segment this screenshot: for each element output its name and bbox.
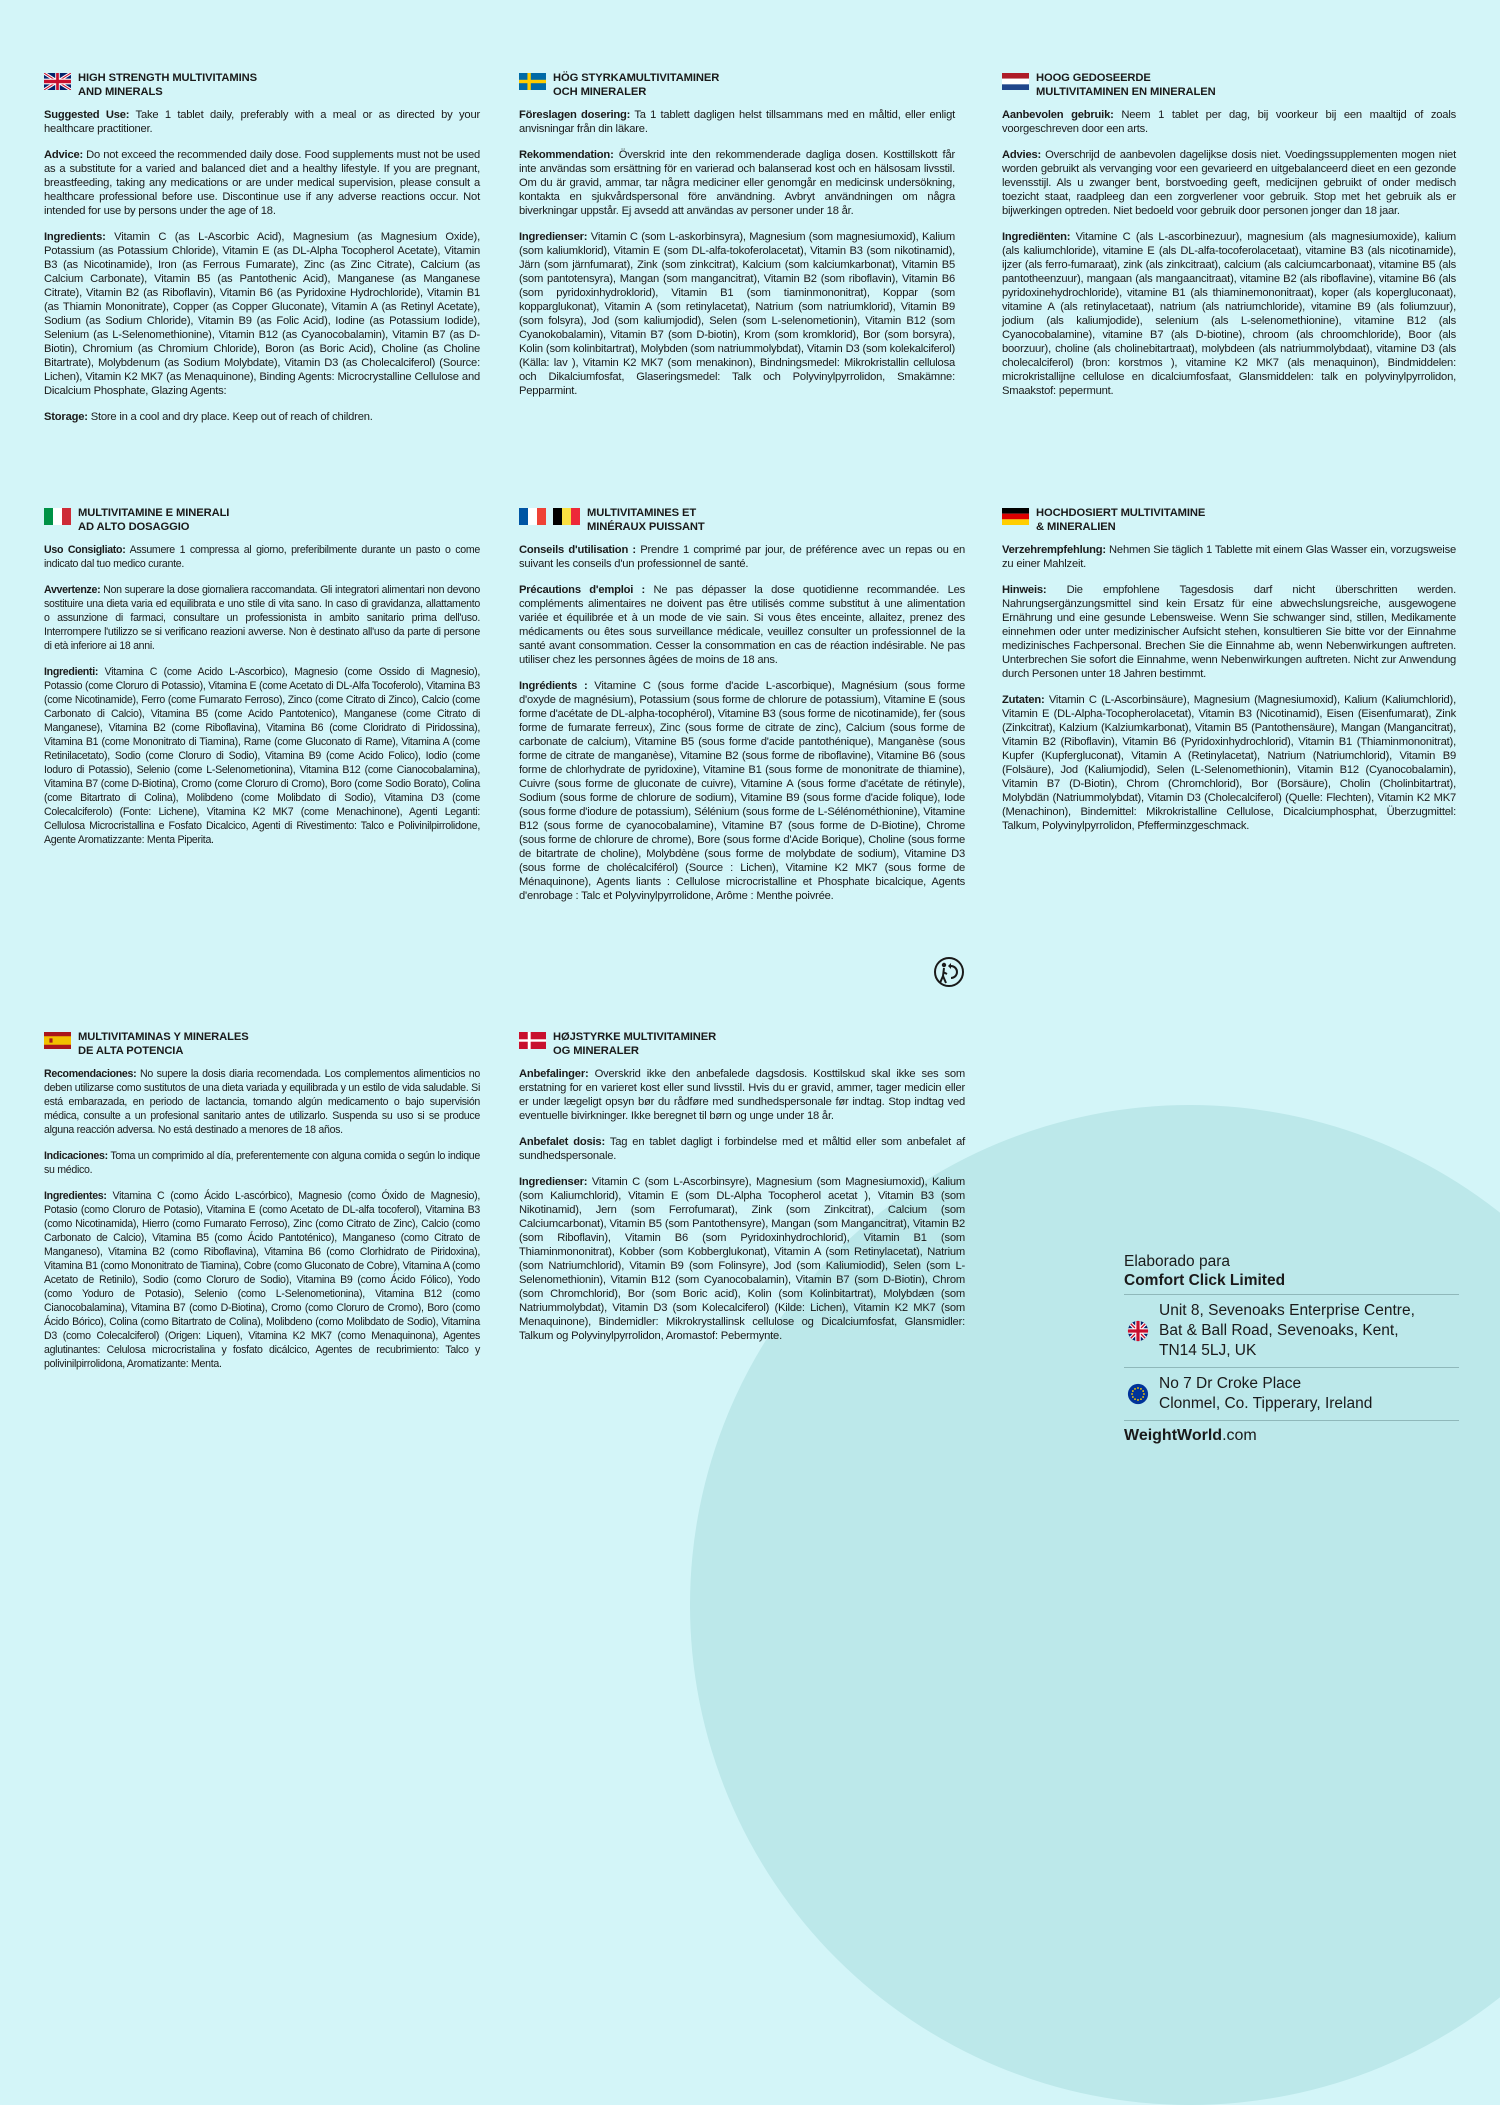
sweden-flag-icon [519, 73, 546, 90]
suggested-use: Verzehrempfehlung: Nehmen Sie täglich 1 Tablette mit einem Glas Wasser ein, vorzugsweise zu einer Mahlzeit. [1002, 544, 1456, 570]
uk-address-row [1124, 1294, 1459, 1367]
ingredients: Ingrediënten: Vitamine C (als L-ascorbinezuur), magnesium (als magnesiumoxide), kalium (als kaliumchloride), vitamine E (als DL-alfa-tocoferolacetaat), vitamine B3 (als nicotinamide), ijzer (als ferro-fumaraat), zink (als zinkcitraat), calcium (als calciumcarbonaat), vitamine B5 (als pantotheenzuur), mangaan (als mangaancitraat), vitamine B2 (als riboflavine), vitamine B6 (als pyridoxinehydrochloride), vitamine B1 (als thiaminemononitraat), koper (als kopergluconaat), vitamine A (als retinylacetaat), natrium (als natriumchloride), vitamine B9 (als foliumzuur), jodium (als kaliumjodide), selenium (als L-selenomethionine), vitamine B12 (als Cyanocobalamine), vitamine B7 (als D-biotine), chroom (als chroomchloride), Boor (als boorzuur), choline (als cholinebitartraat), molybdeen (als natriummolybdaat), vitamine D3 (als cholecalciferol) (bron: korstmos ), vitamine K2 MK7 (als menaquinon), Bindmiddelen: microkristallijne cellulose en dicalciumfosfaat, Glansmiddelen: talk en polyvinylpyrrolidon, Smaakstof: pepermunt. [1002, 231, 1456, 397]
manufacturer-contact [1124, 1252, 1459, 1445]
section-title: HOOG GEDOSEERDE MULTIVITAMINEN EN MINERALEN [1036, 72, 1216, 98]
ie-address-row [1124, 1367, 1459, 1420]
germany-flag-icon [1002, 508, 1029, 525]
ingredients: Ingredienser: Vitamin C (som L-Ascorbinsyre), Magnesium (som Magnesiumoxid), Kalium (som Kaliumchlorid), Vitamin E (som DL-Alpha Tocopherol acetat ), Vitamin B3 (som Nikotinamid), Jern (som Ferrofumarat), Zink (som Zinkcitrat), Calcium (som Calciumcarbonat), Vitamin B5 (som Pantothensyre), Mangan (som Mangancitrat), Vitamin B2 (som Riboflavin), Vitamin B6 (som Pyridoxinhydrochlorid), Vitamin B1 (som Thiaminmononitrat), Kobber (som Kobberglukonat), Vitamin A (som Retinylacetat), Natrium (som Natriumchlorid), Vitamin B9 (som Folinsyre), Jod (som Kaliumiodid), Selen (som L-Selenomethionin), Vitamin B12 (som Cyanocobalamin), Vitamin B7 (som D-Biotin), Chrom (som Chromchlorid), Bor (som Boric acid), Kolin (som Kolinbitartrat), Molybdæn (som Natriummolybdat), Vitamin D3 (som Kolecalciferol) (Kilde: Lichen), Vitamin K2 MK7 (som Menaquinone), Bindemidler: Mikrokrystallinsk cellulose og Dicalciumfosfat, Glansmidler: Talkum og Polyvinylpyrrolidon, Aromastof: Pebermynte. [519, 1176, 965, 1342]
italy-flag-icon [44, 508, 71, 525]
section-title: HØJSTYRKE MULTIVITAMINER OG MINERALER [553, 1031, 717, 1057]
suggested-use: Aanbevolen gebruik: Neem 1 tablet per dag, bij voorkeur bij een maaltijd of zoals voorgeschreven door een arts. [1002, 109, 1456, 135]
france-flag-icon [519, 508, 546, 525]
advice: Avvertenze: Non superare la dose giornaliera raccomandata. Gli integratori alimentari non devono sostituire una dieta varia ed equilibrata e uno stile di vita sano. In caso di gravidanza, allattamento o assunzione di farmaci, consultare un professionista in ambito sanitario prima dell'uso. Interrompere l'utilizzo se si verificano reazioni avverse. Non è destinato all'uso da parte di persone di età inferiore ai 18 anni. [44, 584, 480, 652]
belgium-flag-icon [553, 508, 580, 525]
section-title: MULTIVITAMINES ET MINÉRAUX PUISSANT [587, 507, 705, 533]
advice: Hinweis: Die empfohlene Tagesdosis darf nicht überschritten werden. Nahrungsergänzungsmittel sind kein Ersatz für eine abwechslungsreiche, ausgewogene Ernährung und eine gesunde Lebensweise. Wenn Sie schwanger sind, stillen, Medikamente einnehmen oder unter medizinischer Aufsicht stehen, konsultieren Sie bitte vor der Einnahme medizinisches Fachpersonal. Brechen Sie die Einnahme ab, wenn Nebenwirkungen auftreten. Unterbrechen Sie sofort die Einnahme, wenn Nebenwirkungen auftreten. Nicht zur Anwendung durch Personen unter 18 Jahren bestimmt. [1002, 584, 1456, 680]
section-title: MULTIVITAMINAS Y MINERALES DE ALTA POTENCIA [78, 1031, 249, 1057]
ingredients: Ingrédients : Vitamine C (sous forme d'acide L-ascorbique), Magnésium (sous forme d'oxyde de magnésium), Potassium (sous forme de chlorure de potassium), Vitamine E (sous forme d'acétate de DL-alpha-tocophérol), Vitamine B3 (sous forme de nicotinamide), fer (sous forme de fumarate ferreux), Zinc (sous forme de citrate de zinc), Calcium (sous forme de carbonate de calcium), Vitamine B5 (sous forme d'acide pantothénique), Manganèse (sous forme de citrate de manganèse), Vitamine B2 (sous forme de riboflavine), Vitamine B6 (sous forme de chlorhydrate de pyridoxine), Vitamine B1 (sous forme de mononitrate de thiamine), Cuivre (sous forme de gluconate de cuivre), Vitamine A (sous forme d'acétate de rétinyle), Sodium (sous forme de chlorure de sodium), Vitamine B9 (sous forme d'acide folique), Iode (sous forme d'iodure de potassium), Sélénium (sous forme de L-Sélénométhionine), Vitamine B12 (sous forme de cyanocobalamine), Vitamine B7 (sous forme de D-Biotine), Chrome (sous forme de chlorure de chrome), Bore (sous forme d'Acide Borique), Choline (sous forme de bitartrate de choline), Molybdène (sous forme de molybdate de sodium), Vitamine D3 (sous forme de cholécalciférol) (Source : Lichen), Vitamine K2 MK7 (sous forme de Ménaquinone), Agents liants : Cellulose microcristalline et Phosphate bicalcique, Agents d'enrobage : Talc et Polyvinylpyrrolidone, Arôme : Menthe poivrée. [519, 680, 965, 902]
eu-flag-round-icon [1127, 1383, 1149, 1405]
ingredients: Ingredienser: Vitamin C (som L-askorbinsyra), Magnesium (som magnesiumoxid), Kalium (som kaliumklorid), Vitamin E (som DL-alfa-tokoferolacetat), Vitamin B3 (som nikotinamid), Järn (som järnfumarat), Zink (som zinkcitrat), Kalcium (som kalciumkarbonat), Vitamin B5 (som pantotensyra), Mangan (som mangancitrat), Vitamin B2 (som riboflavin), Vitamin B6 (som pyridoxinhydroklorid), Vitamin B1 (som tiaminmononitrat), Koppar (som kopparglukonat), Vitamin A (som retinylacetat), Natrium (som natriumklorid), Vitamin B9 (som folsyra), Jod (som kaliumjodid), Selen (som L-selenometionin), Vitamin B12 (som Cyanokobalamin), Vitamin B7 (som D-biotin), Krom (som kromklorid), Bor (som borsyra), Kolin (som kolinbitartrat), Molybden (som natriummolybdat), Vitamin D3 (som kolekalciferol) (Källa: lav ), Vitamin K2 MK7 (som menakinon), Bindningsmedel: Mikrokristallin cellulosa och Dikalciumfosfat, Glaseringsmedel: Talk och Polyvinylpyrrolidon, Smakämne: Pepparmint. [519, 231, 955, 397]
suggested-use: Föreslagen dosering: Ta 1 tablett dagligen helst tillsammans med en måltid, eller enligt anvisningar från din läkare. [519, 109, 955, 135]
suggested-use: Suggested Use: Take 1 tablet daily, preferably with a meal or as directed by your healthcare practitioner. [44, 109, 480, 135]
section-italian [44, 507, 480, 859]
website: WeightWorld.com [1124, 1420, 1459, 1445]
advice: Advice: Do not exceed the recommended daily dose. Food supplements must not be used as a substitute for a varied and balanced diet and a healthy lifestyle. If you are pregnant, breastfeeding, taking any medications or are under medical supervision, please consult a healthcare professional before use. Discontinue use if any adverse reactions occur. Not intended for use by persons under the age of 18. [44, 149, 480, 217]
section-danish [519, 1031, 965, 1355]
uk-address: Unit 8, Sevenoaks Enterprise Centre, Bat & Ball Road, Sevenoaks, Kent, TN14 5LJ, UK [1159, 1302, 1415, 1359]
ingredients: Zutaten: Vitamin C (L-Ascorbinsäure), Magnesium (Magnesiumoxid), Kalium (Kaliumchlorid), Vitamin E (DL-Alpha-Tocopherolacetat), Vitamin B3 (Nicotinamid), Eisen (Eisenfumarat), Zink (Zinkcitrat), Kalzium (Kalziumkarbonat), Vitamin B5 (Pantothensäure), Mangan (Mangancitrat), Vitamin B2 (Riboflavin), Vitamin B6 (Pyridoxinhydrochlorid), Vitamin B1 (Thiaminmononitrat), Kupfer (Kupfergluconat), Vitamin A (Retinylacetat), Natrium (Natriumchlorid), Vitamin B9 (Folsäure), Jod (Kaliumjodid), Selen (L-Selenomethionin), Vitamin B12 (Cyanocobalamin), Vitamin B7 (D-Biotin), Chrom (Chromchlorid), Bor (Borsäure), Cholin (Cholinbitartrat), Molybdän (Natriummolybdat), Vitamin D3 (Cholecalciferol) (Quelle: Flechten), Vitamin K2 MK7 (Menachinon), Bindemittel: Mikrokristalline Cellulose, Dicalciumphosphat, Überzugmittel: Talkum, Polyvinylpyrrolidon, Pfefferminzgeschmack. [1002, 694, 1456, 832]
spain-flag-icon [44, 1032, 71, 1049]
directions: Indicaciones: Toma un comprimido al día, preferentemente con alguna comida o según lo indique su médico. [44, 1150, 480, 1176]
recommendations: Anbefalinger: Overskrid ikke den anbefalede dagsdosis. Kosttilskud skal ikke ses som erstatning for en varieret kost eller sund livsstil. Hvis du er gravid, ammer, tager medicin eller er under lægeligt opsyn bør du rådføre med sundhedspersonale før indtag. Stop indtag ved eventuelle bivirkninger. Ikke beregnet til børn og unge under 18 år. [519, 1068, 965, 1122]
section-title: HOCHDOSIERT MULTIVITAMINE & MINERALIEN [1036, 507, 1206, 533]
company-name: Comfort Click Limited [1124, 1272, 1286, 1289]
suggested-use: Anbefalet dosis: Tag en tablet dagligt i forbindelse med et måltid eller som anbefalet af sundhedspersonale. [519, 1136, 965, 1162]
made-for-label: Elaborado para [1124, 1253, 1230, 1270]
section-german [1002, 507, 1456, 845]
section-title: HÖG STYRKAMULTIVITAMINER OCH MINERALER [553, 72, 720, 98]
advice: Advies: Overschrijd de aanbevolen dagelijkse dosis niet. Voedingssupplementen mogen niet worden gebruikt als vervanging voor een gevarieerd en uitgebalanceerd dieet en een gezonde levensstijl. Als u zwanger bent, borstvoeding geeft, medicijnen gebruikt of onder medisch toezicht staat, raadpleeg dan een zorgverlener voor gebruik. Stop met het gebruik als er bijwerkingen optreden. Niet bedoeld voor gebruik door personen jonger dan 18 jaar. [1002, 149, 1456, 217]
section-dutch [1002, 72, 1456, 410]
suggested-use: Conseils d'utilisation : Prendre 1 comprimé par jour, de préférence avec un repas ou en suivant les conseils d'un professionnel de santé. [519, 544, 965, 570]
advice: Rekommendation: Överskrid inte den rekommenderade dagliga dosen. Kosttillskott får inte användas som ersättning för en varierad och balanserad kost och en hälsosam livsstil. Om du är gravid, ammar, tar några mediciner eller genomgår en medicinsk undersökning, kontakta en sjukvårdspersonal före användning. Avbryt användningen om några biverkningar uppstår. Ej avsedd att användas av personer under 18 år. [519, 149, 955, 217]
section-swedish [519, 72, 955, 410]
recycling-triman-icon [933, 956, 965, 988]
denmark-flag-icon [519, 1032, 546, 1049]
advice: Précautions d'emploi : Ne pas dépasser la dose quotidienne recommandée. Les compléments alimentaires ne doivent pas être utilisés comme substitut à une alimentation variée et équilibrée et à un mode de vie sain. Si vous êtes enceinte, allaitez, prenez des médicaments ou êtes sous surveillance médicale, veuillez consulter un professionnel de la santé avant consommation. Cesser la consommation en cas de réaction indésirable. Ne pas utiliser chez les personnes âgées de moins de 18 ans. [519, 584, 966, 666]
netherlands-flag-icon [1002, 73, 1029, 90]
recommendations: Recomendaciones: No supere la dosis diaria recomendada. Los complementos alimenticios no deben utilizarse como sustitutos de una dieta variada y equilibrada y un estilo de vida saludable. Si está embarazada, en periodo de lactancia, tomando algún medicamento o bajo supervisión médica, consulte a un profesional sanitario antes de utilizarlo. Suspenda su uso si se produce alguna reacción adversa. No está destinado a menores de 18 años. [44, 1068, 480, 1136]
section-english [44, 72, 480, 436]
storage: Storage: Store in a cool and dry place. Keep out of reach of children. [44, 411, 373, 423]
ie-address: No 7 Dr Croke Place Clonmel, Co. Tipperary, Ireland [1159, 1375, 1373, 1412]
uk-flag-round-icon [1127, 1320, 1149, 1342]
section-title: MULTIVITAMINE E MINERALI AD ALTO DOSAGGIO [78, 507, 230, 533]
section-title: HIGH STRENGTH MULTIVITAMINS AND MINERALS [78, 72, 257, 98]
ingredients: Ingredients: Vitamin C (as L-Ascorbic Acid), Magnesium (as Magnesium Oxide), Potassium (as Potassium Chloride), Vitamin E (as DL-Alpha Tocopherol Acetate), Vitamin B3 (as Nicotinamide), Iron (as Ferrous Fumarate), Zinc (as Zinc Citrate), Calcium (as Calcium Carbonate), Vitamin B5 (as Pantothenic Acid), Manganese (as Manganese Citrate), Vitamin B2 (as Riboflavin), Vitamin B6 (as Pyridoxine Hydrochloride), Vitamin B1 (as Thiamin Mononitrate), Copper (as Copper Gluconate), Vitamin A (as Retinyl Acetate), Sodium (as Sodium Chloride), Vitamin B9 (as Folic Acid), Iodine (as Potassium Iodide), Selenium (as L-Selenomethionine), Vitamin B12 (as Cyanocobalamin), Vitamin B7 (as D-Biotin), Chromium (as Chromium Chloride), Boron (as Boric Acid), Choline (as Choline Bitartrate), Molybdenum (as Sodium Molybdate), Vitamin D3 (as Cholecalciferol) (Source: Lichen), Vitamin K2 MK7 (as Menaquinone), Binding Agents: Microcrystalline Cellulose and Dicalcium Phosphate, Glazing Agents: [44, 231, 480, 397]
section-spanish [44, 1031, 480, 1383]
suggested-use: Uso Consigliato: Assumere 1 compressa al giorno, preferibilmente durante un pasto o come indicato dal tuo medico curante. [44, 544, 480, 570]
ingredients: Ingredientes: Vitamina C (como Ácido L-ascórbico), Magnesio (como Óxido de Magnesio), Potasio (como Cloruro de Potasio), Vitamina E (como Acetato de DL-alfa tocoferol), Vitamina B3 (como Nicotinamida), Hierro (como Fumarato Ferroso), Zinc (como Citrato de Zinc), Calcio (como Carbonato de Calcio), Vitamina B5 (como Ácido Pantoténico), Manganeso (como Citrato de Manganeso), Vitamina B2 (como Riboflavina), Vitamina B6 (como Clorhidrato de Piridoxina), Vitamina B1 (como Mononitrato de Tiamina), Cobre (como Gluconato de Cobre), Vitamina A (como Acetato de Retinilo), Sodio (como Cloruro de Sodio), Vitamina B9 (como Ácido Fólico), Yodo (como Yoduro de Potasio), Selenio (como L-Selenometionina), Vitamina B12 (como Cianocobalamina), Vitamina B7 (como D-Biotina), Cromo (como Cloruro de Cromo), Boro (como Ácido Bórico), Colina (como Bitartrato de Colina), Molibdeno (como Molibdato de Sodio), Vitamina D3 (como Colecalciferol) (Origen: Liquen), Vitamina K2 MK7 (como Menaquinona), Agentes aglutinantes: Celulosa microcristalina y fosfato dicálcico, Agentes de recubrimiento: Talco y polivinilpirrolidona, Aromatizante: Menta. [44, 1190, 480, 1370]
uk-flag-icon [44, 73, 71, 90]
ingredients: Ingredienti: Vitamina C (come Acido L-Ascorbico), Magnesio (come Ossido di Magnesio), Potassio (come Cloruro di Potassio), Vitamina E (come Acetato di DL-Alfa Tocoferolo), Vitamina B3 (come Nicotinamide), Ferro (come Fumarato Ferroso), Zinco (come Citrato di Zinco), Calcio (come Carbonato di Calcio), Vitamina B5 (come Acido Pantotenico), Manganese (come Citrato di Manganese), Vitamina B2 (come Riboflavina), Vitamina B6 (come Cloridrato di Piridossina), Vitamina B1 (come Mononitrato di Tiamina), Rame (come Gluconato di Rame), Vitamina A (come Retinilacetato), Sodio (come Cloruro di Sodio), Vitamina B9 (come Acido Folico), Iodio (come Ioduro di Potassio), Selenio (come L-Selenometionina), Vitamina B12 (come Cianocobalamina), Vitamina B7 (come D-Biotina), Cromo (come Cloruro di Cromo), Boro (come Sodio Borato), Colina (come Bitartrato di Colina), Molibdeno (come Molibdato di Sodio), Vitamina D3 (come Colecalciferolo) (Fonte: Lichene), Vitamina K2 MK7 (come Menachinone), Agenti Leganti: Cellulosa Microcristallina e Fosfato Dicalcico, Agenti di Rivestimento: Talco e Polivinilpirrolidone, Agente Aromatizzante: Menta Piperita. [44, 666, 480, 846]
section-french [519, 507, 965, 915]
